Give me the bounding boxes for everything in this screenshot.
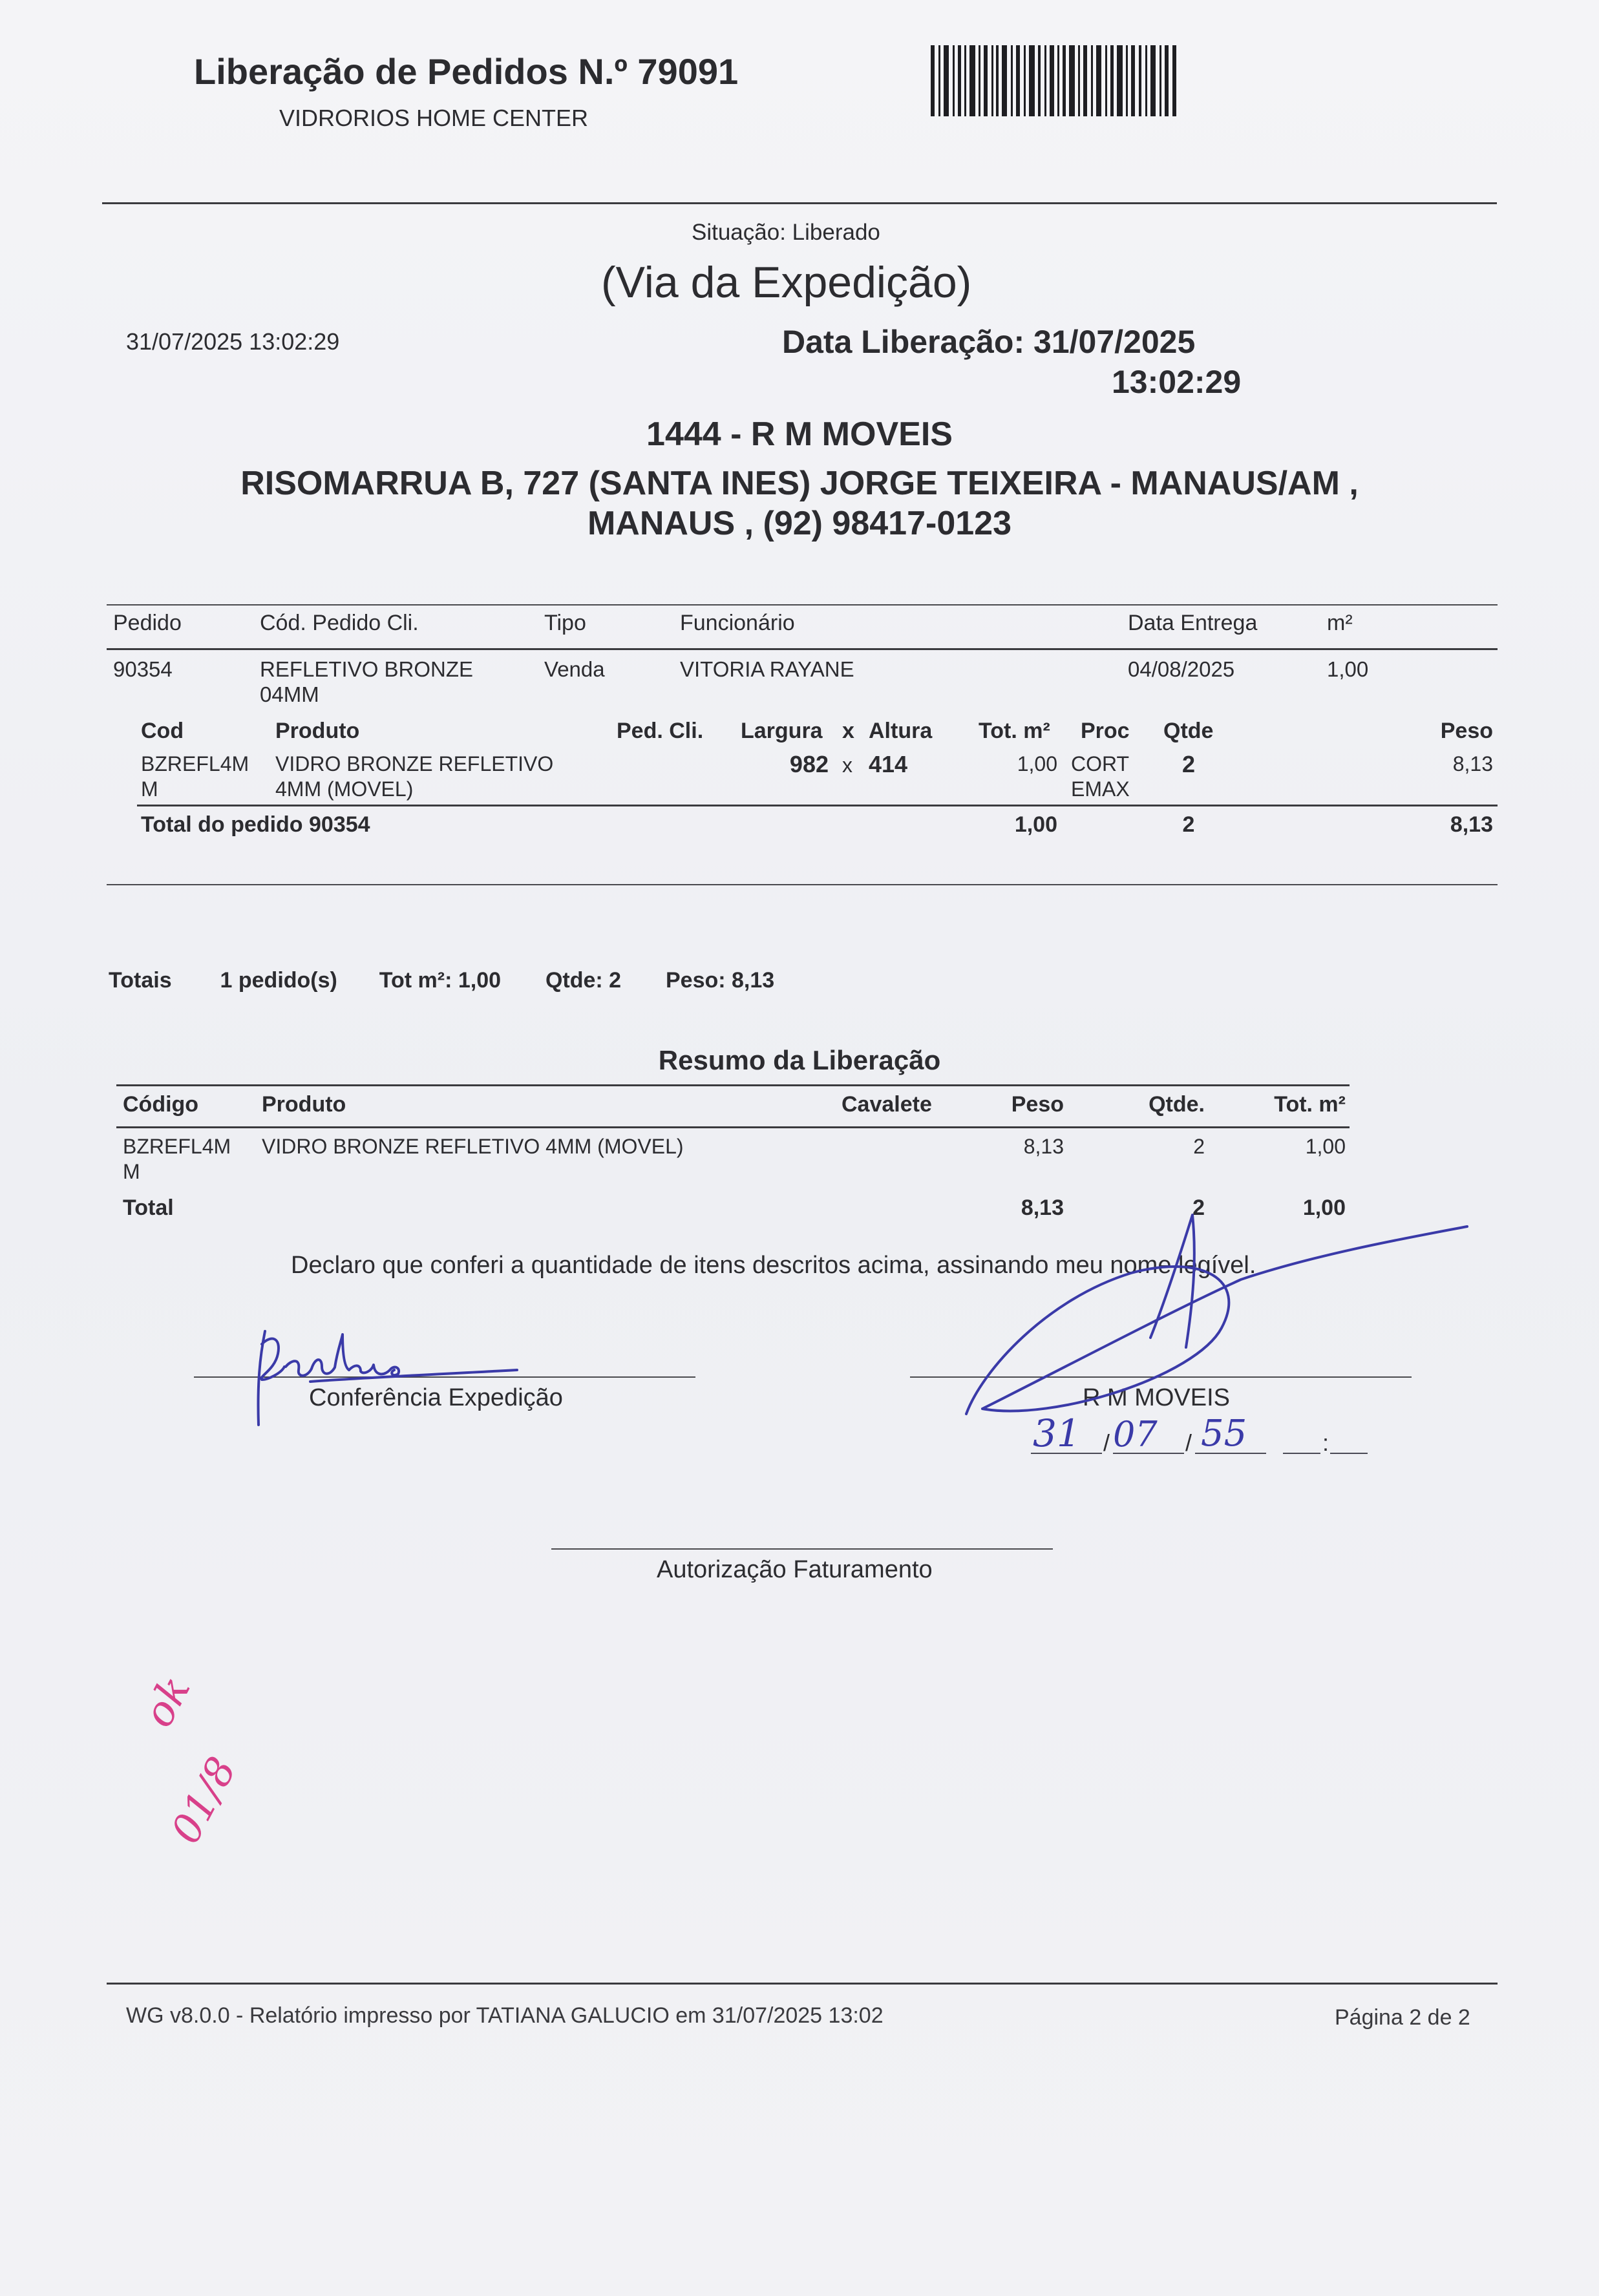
items-total-line (137, 805, 1498, 806)
item-proc-line1: CORT (1071, 752, 1130, 775)
resumo-codigo-line1: BZREFL4M (123, 1135, 231, 1158)
via-label: (Via da Expedição) (601, 258, 972, 307)
item-header-produto: Produto (275, 719, 360, 743)
order-total-peso: 8,13 (1450, 812, 1493, 837)
item-peso: 8,13 (1452, 752, 1493, 775)
time-hour-blank (1283, 1453, 1320, 1454)
declaration-text: Declaro que conferi a quantidade de itens descritos acima, assinando meu nome legível. (291, 1252, 1256, 1279)
order-data-entrega: 04/08/2025 (1128, 657, 1235, 681)
client-address-line2: MANAUS , (92) 98417-0123 (587, 505, 1012, 542)
signature-label-cliente: R M MOVEIS (1083, 1384, 1231, 1411)
item-header-ped-cli: Ped. Cli. (617, 719, 704, 743)
signature-label-autorizacao: Autorização Faturamento (657, 1556, 933, 1583)
barcode (931, 45, 1176, 116)
handwriting-anchor (1028, 1441, 1030, 1444)
item-header-x: x (842, 719, 854, 743)
handwritten-note-ok: ok (134, 1668, 200, 1735)
item-x: x (842, 753, 852, 777)
order-cod-cli-line1: REFLETIVO BRONZE (260, 657, 474, 681)
resumo-total-label: Total (123, 1195, 174, 1220)
col-header-funcionario: Funcionário (680, 611, 795, 635)
item-produto-line1: VIDRO BRONZE REFLETIVO (275, 752, 554, 775)
col-header-cod-cli: Cód. Pedido Cli. (260, 611, 419, 635)
totais-peso: Peso: 8,13 (665, 968, 775, 993)
item-header-largura: Largura (741, 719, 823, 743)
header-divider (102, 202, 1497, 204)
totais-label: Totais (109, 968, 172, 993)
resumo-qtde: 2 (1193, 1135, 1205, 1158)
print-timestamp: 31/07/2025 13:02:29 (126, 328, 340, 355)
client-name: 1444 - R M MOVEIS (646, 416, 953, 453)
order-tipo: Venda (544, 657, 605, 681)
resumo-header-codigo: Código (123, 1092, 199, 1117)
footer-page-number: Página 2 de 2 (1335, 2005, 1470, 2030)
time-separator: : (1322, 1429, 1329, 1456)
date-separator-1: / (1103, 1429, 1110, 1456)
resumo-header-tot-m2: Tot. m² (1274, 1092, 1346, 1117)
totais-tot-m2: Tot m²: 1,00 (379, 968, 502, 993)
totais-qtde: Qtde: 2 (545, 968, 622, 993)
order-table-top-line (107, 604, 1498, 606)
document-title: Liberação de Pedidos N.º 79091 (194, 51, 739, 92)
item-cod-line2: M (141, 777, 158, 801)
order-table-header-line (107, 648, 1498, 650)
item-header-cod: Cod (141, 719, 184, 743)
item-produto-line2: 4MM (MOVEL) (275, 777, 414, 801)
status-situacao: Situação: Liberado (692, 220, 880, 245)
resumo-total-tot-m2: 1,00 (1302, 1195, 1346, 1220)
resumo-header-cavalete: Cavalete (842, 1092, 932, 1117)
col-header-tipo: Tipo (544, 611, 586, 635)
footer-divider (107, 1983, 1498, 1985)
order-table-bottom-line (107, 884, 1498, 885)
resumo-top-line (116, 1084, 1350, 1086)
signature-line-autorizacao (551, 1548, 1053, 1550)
order-cod-cli-line2: 04MM (260, 682, 319, 706)
resumo-total-qtde: 2 (1192, 1195, 1205, 1220)
signature-label-conferencia: Conferência Expedição (309, 1384, 563, 1411)
order-pedido: 90354 (113, 657, 173, 681)
handwritten-signature-conferencia (246, 1305, 530, 1435)
item-header-altura: Altura (869, 719, 933, 743)
handwritten-date-day: 31 (1033, 1411, 1081, 1455)
footer-printed-by: WG v8.0.0 - Relatório impresso por TATIANA GALUCIO em 31/07/2025 13:02 (126, 2003, 884, 2028)
resumo-title: Resumo da Liberação (658, 1045, 941, 1075)
resumo-total-peso: 8,13 (1021, 1195, 1064, 1220)
order-total-tot-m2: 1,00 (1014, 812, 1057, 837)
item-header-proc: Proc (1081, 719, 1130, 743)
col-header-data-entrega: Data Entrega (1128, 611, 1258, 635)
resumo-produto: VIDRO BRONZE REFLETIVO 4MM (MOVEL) (262, 1135, 684, 1158)
order-total-label: Total do pedido 90354 (141, 812, 370, 837)
order-funcionario: VITORIA RAYANE (680, 657, 854, 681)
resumo-tot-m2: 1,00 (1305, 1135, 1346, 1158)
item-tot-m2: 1,00 (1017, 752, 1057, 775)
order-total-qtde: 2 (1182, 812, 1195, 837)
item-qtde: 2 (1181, 751, 1196, 777)
handwritten-date-month: 07 (1113, 1414, 1158, 1455)
item-header-tot-m2: Tot. m² (979, 719, 1050, 743)
item-cod-line1: BZREFL4M (141, 752, 249, 775)
col-header-pedido: Pedido (113, 611, 182, 635)
totais-pedidos: 1 pedido(s) (220, 968, 337, 993)
col-header-m2: m² (1327, 611, 1353, 635)
time-minute-blank (1330, 1453, 1368, 1454)
resumo-peso: 8,13 (1023, 1135, 1064, 1158)
handwritten-date-year: 55 (1201, 1413, 1247, 1455)
item-largura: 982 (789, 751, 829, 777)
totais-line (109, 968, 774, 993)
resumo-header-peso: Peso (1011, 1092, 1064, 1117)
order-m2: 1,00 (1327, 657, 1369, 681)
item-altura: 414 (869, 751, 908, 777)
item-proc-line2: EMAX (1071, 777, 1130, 801)
resumo-header-line (116, 1126, 1350, 1128)
resumo-header-produto: Produto (262, 1092, 346, 1117)
handwritten-note-date: 01/8 (162, 1749, 246, 1851)
liberacao-time: 13:02:29 (1112, 364, 1242, 400)
company-name: VIDRORIOS HOME CENTER (279, 105, 589, 131)
resumo-header-qtde: Qtde. (1149, 1092, 1205, 1117)
handwritten-signature-cliente (957, 1208, 1474, 1428)
date-separator-2: / (1185, 1429, 1192, 1456)
item-header-qtde: Qtde (1163, 719, 1214, 743)
resumo-codigo-line2: M (123, 1160, 140, 1183)
item-header-peso: Peso (1440, 719, 1493, 743)
liberacao-date: Data Liberação: 31/07/2025 (782, 324, 1196, 360)
client-address-line1: RISOMARRUA B, 727 (SANTA INES) JORGE TEIXEIRA - MANAUS/AM , (240, 465, 1359, 502)
